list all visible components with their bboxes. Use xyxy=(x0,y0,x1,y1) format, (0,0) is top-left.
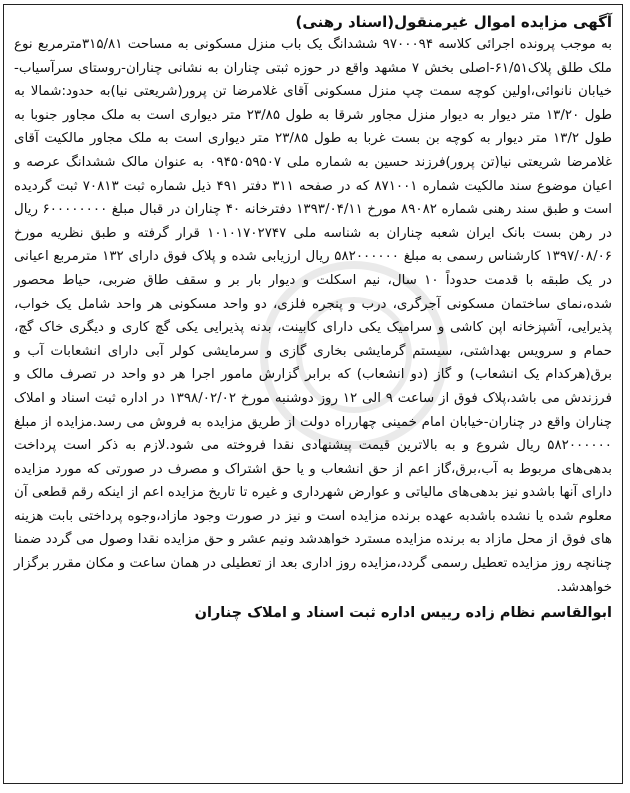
notice-body: به موجب پرونده اجرائی کلاسه ۹۷۰۰۰۹۴ ششدانگ یک باب منزل مسکونی به مساحت ۳۱۵/۸۱مترمربع نوع ملک طلق پلاک۶۱/۵۱-اصلی بخش ۷ مشهد واقع در حوزه ثبتی چناران به نشانی چناران-روستای سرآسیاب-خیابان نانوائی،اولین کوچه سمت چپ منزل مسکونی آقای غلامرضا تن پرور(شریعتی نیا)به حدود:شمالا به طول ۱۳/۲۰ متر دیوار به دیوار منزل مجاور شرقا به طول ۲۳/۸۵ متر دیواری است به ملک مجاور جنوبا به طول ۱۳/۲ متر دیوار به کوچه بن بست غربا به طول ۲۳/۸۵ متر دیواری است به ملک مجاور مالکیت آقای غلامرضا شریعتی نیا(تن پرور)فرزند حسین به شماره ملی ۰۹۴۵۰۵۹۵۰۷ به عنوان مالک ششدانگ عرصه و اعیان موضوع سند مالکیت شماره ۸۷۱۰۰۱ که در صفحه ۳۱۱ دفتر ۴۹۱ ذیل شماره ثبت ۷۰۸۱۳ ثبت گردیده است و طبق سند رهنی شماره ۸۹۰۸۲ مورخ ۱۳۹۳/۰۴/۱۱ دفترخانه ۴۰ چناران در قبال مبلغ ۶۰۰۰۰۰۰۰۰ ریال در رهن بست بانک ایران شعبه چناران به شناسه ملی ۱۰۱۰۱۷۰۲۷۴۷ قرار گرفته و طبق نظریه مورخ ۱۳۹۷/۰۸/۰۶ کارشناس رسمی به مبلغ ۵۸۲۰۰۰۰۰۰ ریال ارزیابی شده و پلاک فوق دارای ۱۳۲ مترمربع اعیانی در یک طبقه با قدمت حدوداً ۱۰ سال، نیم اسکلت و دیوار بار بر و سقف طاق ضربی، حیاط محصور شده،نمای ساختمان مسکونی آجرگری، درب و پنجره فلزی، دو واحد مسکونی هر واحد شامل یک خواب، پذیرایی، آشپزخانه اپن کاشی و سرامیک یکی دارای کابینت، بدنه پذیرایی یکی گچ کاری و دیگری خاک گچ، حمام و سرویس بهداشتی، سیستم گرمایشی بخاری گازی و سرمایشی کولر آبی دارای انشعابات آب و برق(هرکدام یک انشعاب) و گاز (دو انشعاب) که برابر گزارش مامور اجرا هر دو واحد در تصرف مالک و فرزندش می باشد،پلاک فوق از ساعت ۹ الی ۱۲ روز دوشنبه مورخ ۱۳۹۸/۰۲/۰۲ در اداره ثبت اسناد و املاک چناران واقع در چناران-خیابان امام خمینی چهارراه دولت از طریق مزایده به فروش می رسد.مزایده از مبلغ ۵۸۲۰۰۰۰۰۰ ریال شروع و به بالاترین قیمت پیشنهادی نقدا فروخته می شود.لازم به ذکر است پرداخت بدهی‌های مربوط به آب،برق،گاز اعم از حق انشعاب و یا حق اشتراک و مصرف در صورتی که مورد مزایده دارای آنها باشدو نیز بدهی‌های مالیاتی و عوارض شهرداری و غیره تا تاریخ مزایده اعم از اینکه رقم قطعی آن معلوم شده یا نشده باشدبه عهده برنده مزایده است و نیز در صورت وجود مازاد،وجوه پرداختی بابت هزینه های فوق از محل مازاد به برنده مزایده مسترد خواهدشد ونیم عشر و حق مزایده نقدا وصول می گردد ضمنا چنانچه روز مزایده تعطیل رسمی گردد،مزایده روز اداری بعد از تعطیلی در همان ساعت و مکان مقرر برگزار خواهدشد. xyxy=(14,37,613,595)
auction-notice xyxy=(3,4,623,784)
notice-signature: ابوالقاسم نظام زاده رییس اداره ثبت اسناد و املاک چناران xyxy=(194,605,612,622)
notice-title: آگهی مزایده اموال غیرمنقول(اسناد رهنی) xyxy=(295,13,612,31)
